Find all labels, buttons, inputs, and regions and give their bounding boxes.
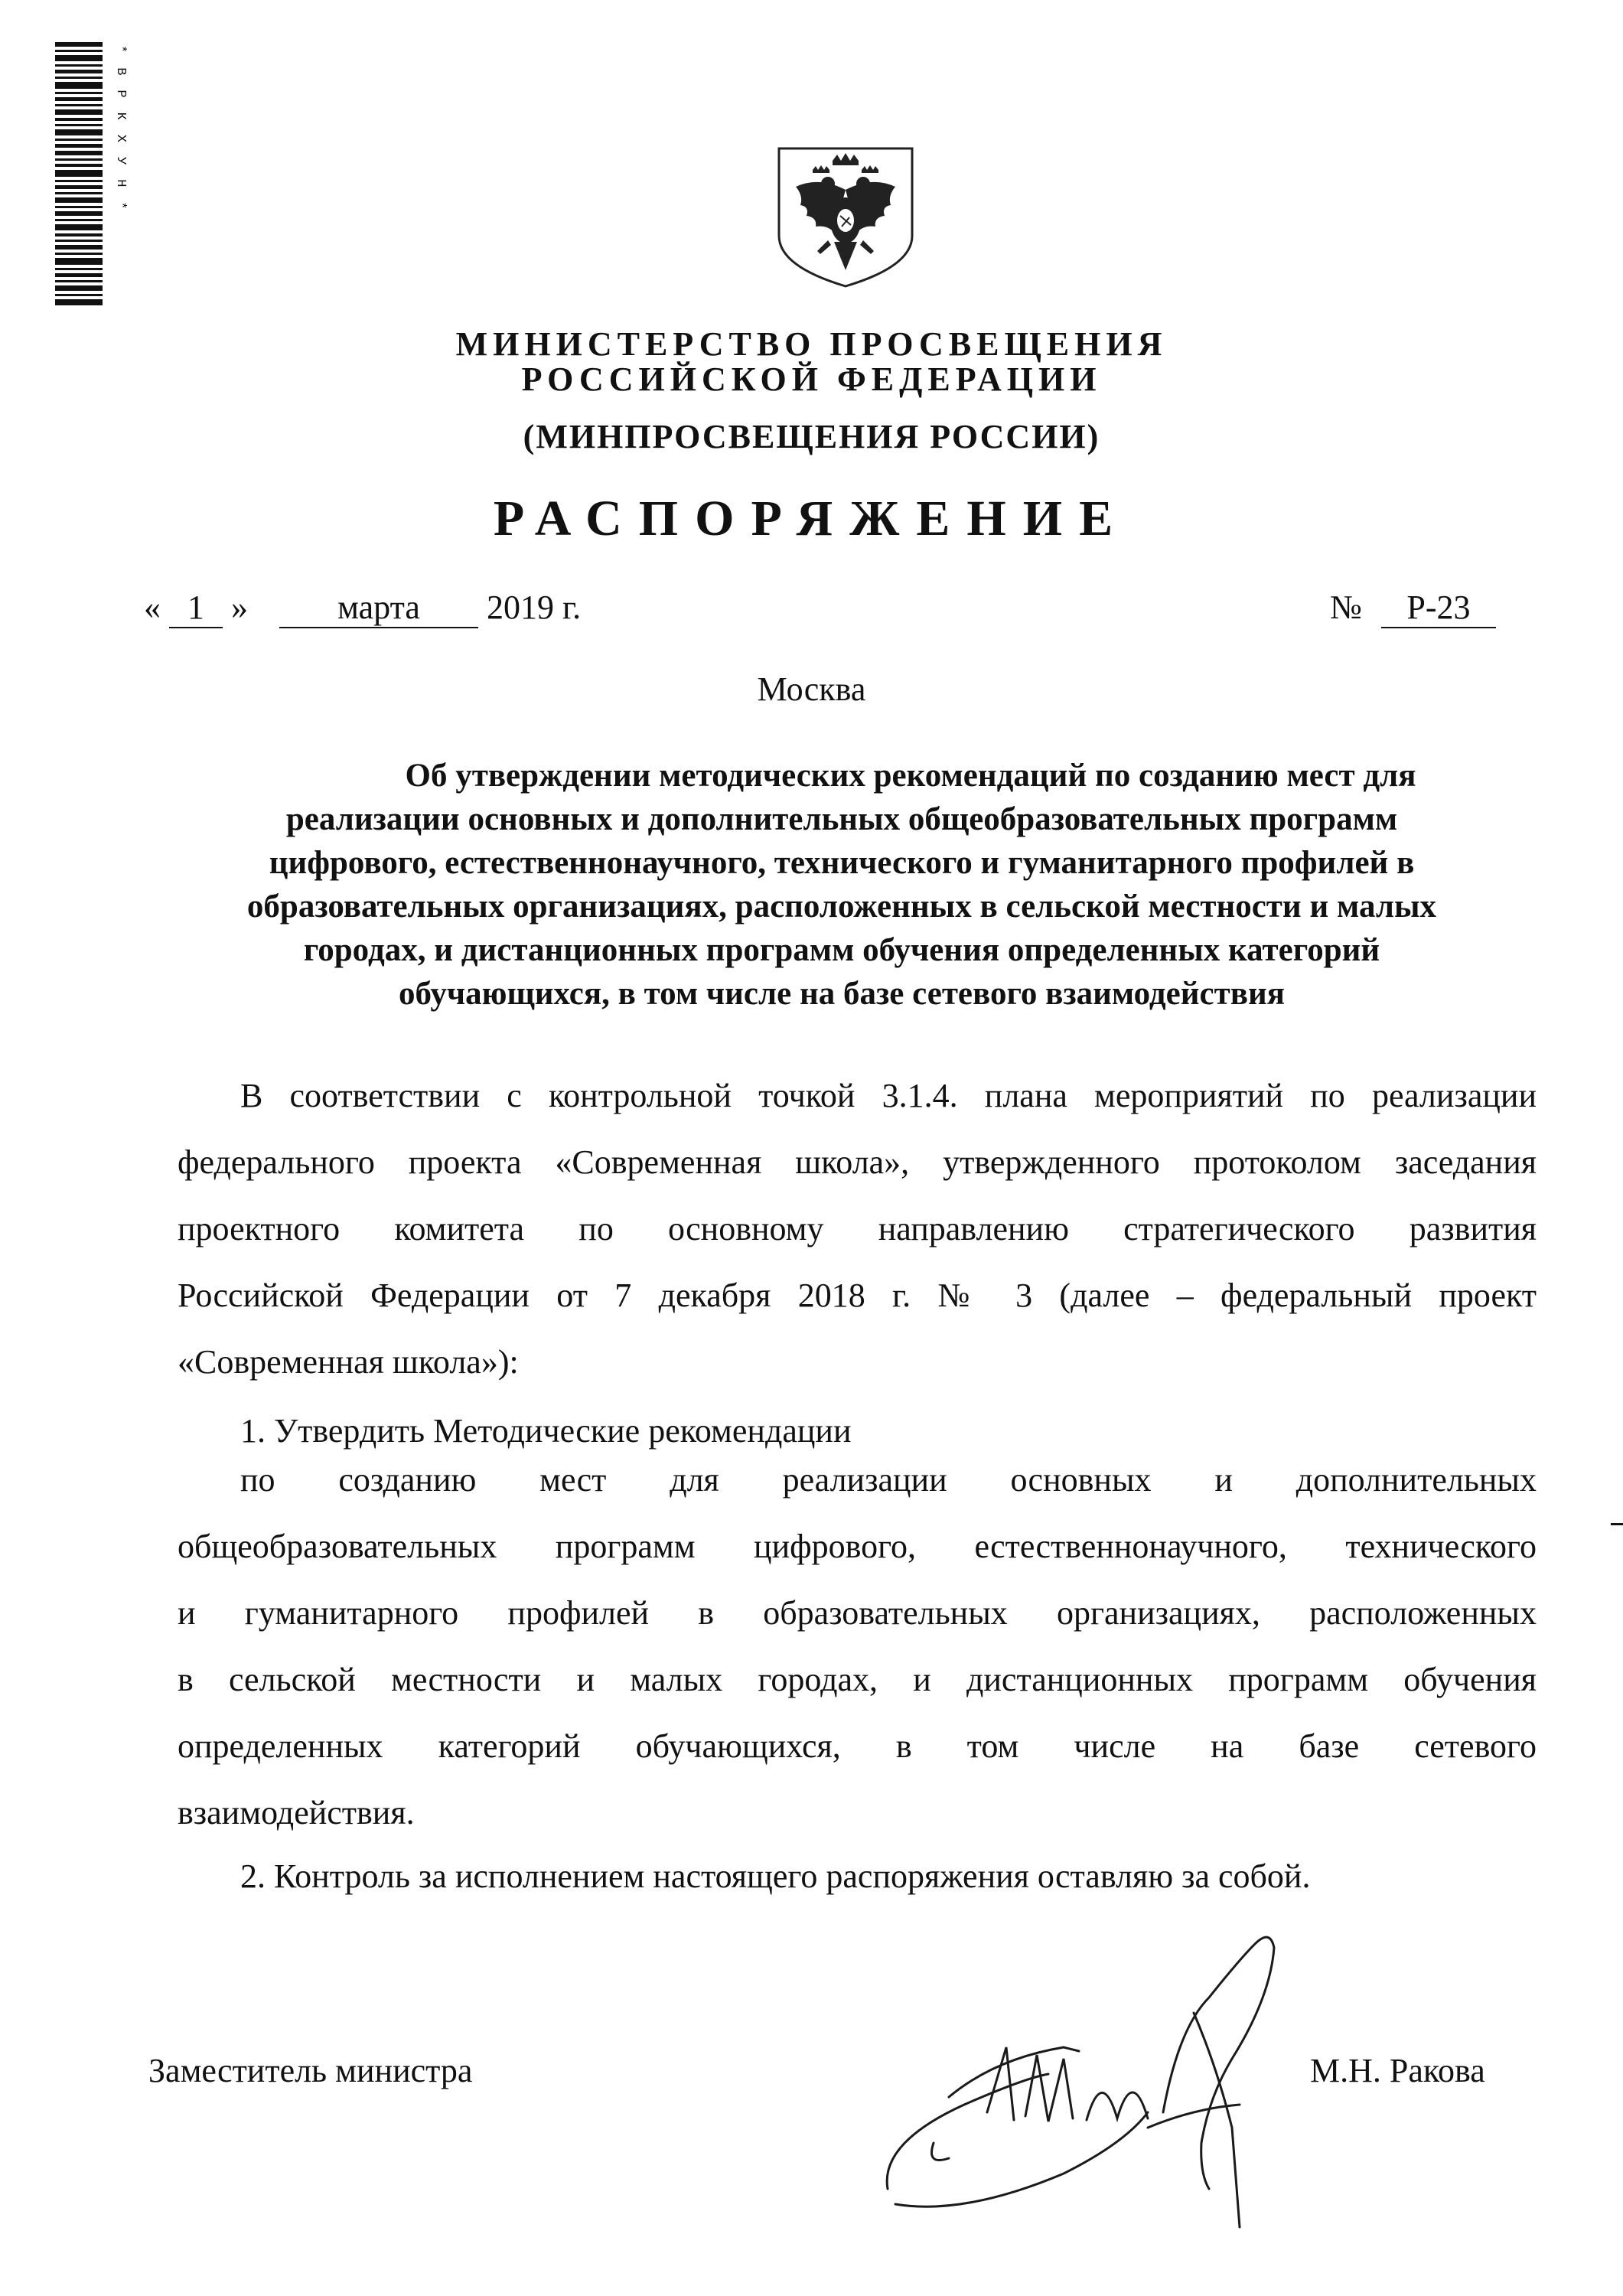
signer-position: Заместитель министра (148, 2052, 473, 2089)
paragraph-line: Российской Федерации от 7 декабря 2018 г. № 3 (далее – федеральный проект (178, 1277, 1537, 1314)
ministry-name-line1: МИНИСТЕРСТВО ПРОСВЕЩЕНИЯ (455, 325, 1168, 363)
coat-of-arms-icon (773, 144, 918, 289)
title-line: городах, и дистанционных программ обучения определенных категорий (303, 932, 1380, 968)
ministry-short-name: (МИНПРОСВЕЩЕНИЯ РОССИИ) (523, 418, 1100, 455)
paragraph-line: В соответствии с контрольной точкой 3.1.4. плана мероприятий по реализации (240, 1077, 1537, 1114)
title-line: образовательных организациях, расположенных в сельской местности и малых (246, 889, 1437, 925)
document-number (1330, 588, 1496, 628)
paragraph-line: определенных категорий обучающихся, в том числе на базе сетевого (178, 1727, 1537, 1765)
barcode (55, 42, 139, 310)
title-line: Об утверждении методических рекомендаций по созданию мест для (405, 758, 1416, 794)
document-type: РАСПОРЯЖЕНИЕ (493, 491, 1130, 546)
paragraph-line: и гуманитарного профилей в образовательных организациях, расположенных (178, 1594, 1537, 1632)
number-value: Р-23 (1381, 588, 1496, 628)
date-year: 2019 г. (487, 589, 582, 626)
document-date (144, 588, 581, 628)
date-quote-open: « (144, 589, 161, 626)
paragraph-line: по созданию мест для реализации основных и дополнительных (240, 1461, 1537, 1499)
paragraph-line: общеобразовательных программ цифрового, естественнонаучного, технического (178, 1528, 1537, 1565)
paragraph-line: в сельской местности и малых городах, и дистанционных программ обучения (178, 1661, 1537, 1698)
paragraph-line: проектного комитета по основному направлению стратегического развития (178, 1210, 1537, 1247)
paragraph-preamble (178, 1062, 1537, 1395)
handwritten-signature (872, 1913, 1362, 2235)
title-line: реализации основных и дополнительных общеобразовательных программ (285, 801, 1398, 837)
barcode-code: *ВРКХУН* (113, 45, 128, 224)
date-quote-close: » (231, 589, 248, 626)
paragraph-line: «Современная школа»): (178, 1343, 519, 1381)
paragraph-line: федерального проекта «Современная школа», утвержденного протоколом заседания (178, 1143, 1537, 1181)
document-title (153, 754, 1530, 1016)
number-sign: № (1330, 589, 1362, 626)
title-line: обучающихся, в том числе на базе сетевого взаимодействия (399, 976, 1285, 1012)
paragraph-line: взаимодействия. (178, 1794, 415, 1831)
date-month: марта (279, 588, 478, 628)
paragraph-item-1: 1. Утвердить Методические рекомендации (240, 1412, 852, 1450)
ministry-name-line2: РОССИЙСКОЙ ФЕДЕРАЦИИ (521, 360, 1102, 398)
paragraph-item-1-detail (178, 1446, 1537, 1846)
scan-edge-mark (1611, 1523, 1623, 1525)
title-line: цифрового, естественнонаучного, технического и гуманитарного профилей в (269, 845, 1415, 881)
date-day: 1 (169, 588, 223, 628)
signer-name: М.Н. Ракова (1310, 2052, 1485, 2089)
city: Москва (757, 670, 866, 708)
paragraph-item-2: 2. Контроль за исполнением настоящего распоряжения оставляю за собой. (240, 1857, 1311, 1895)
